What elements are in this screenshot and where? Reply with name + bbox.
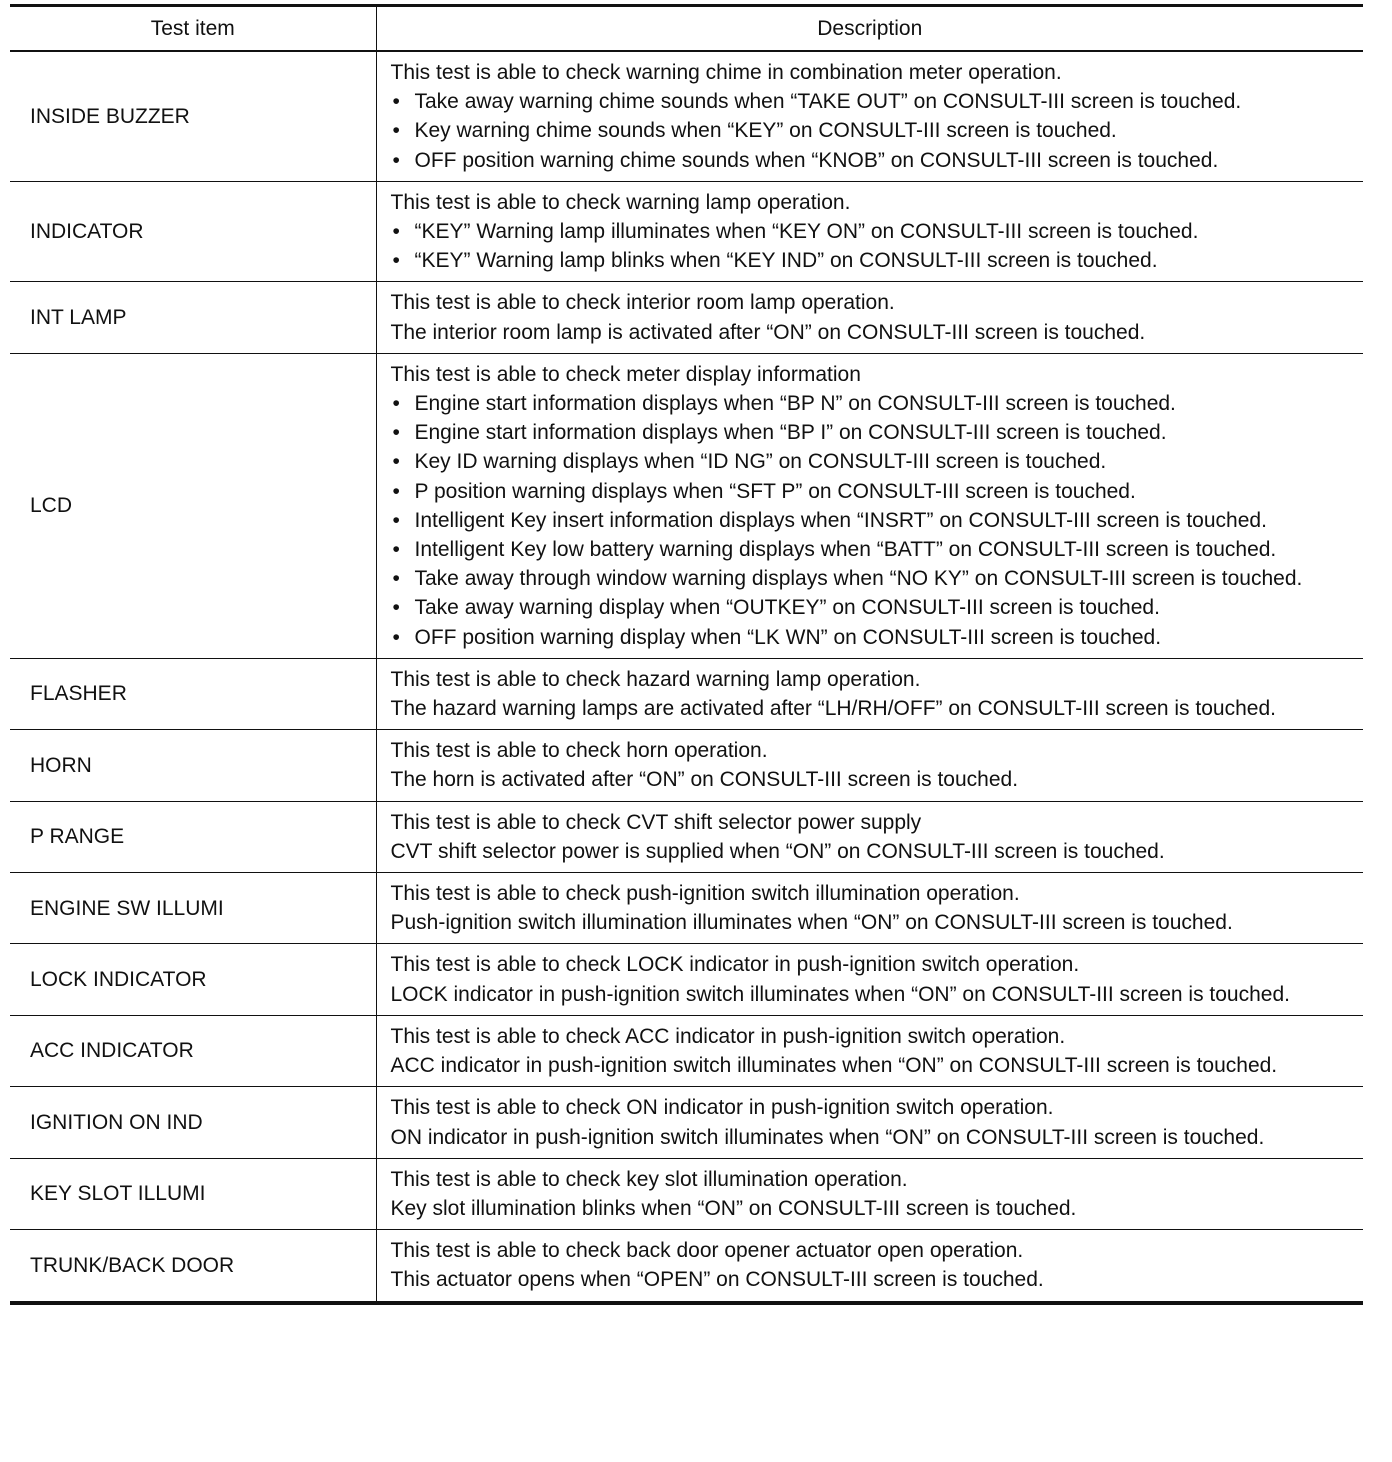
description-line: This test is able to check horn operation. <box>390 739 768 763</box>
description-line: CVT shift selector power is supplied when “ON” on CONSULT-III screen is touched. <box>390 839 1165 863</box>
description-line: The hazard warning lamps are activated after “LH/RH/OFF” on CONSULT-III screen is touched. <box>390 697 1276 721</box>
table-row <box>10 1087 1363 1158</box>
description-bullet: • Take away through window warning displays when “NO KY” on CONSULT-III screen is touched. <box>391 564 1356 593</box>
description-cell <box>376 730 1363 801</box>
test-item-table <box>10 4 1363 1305</box>
description-line: Push-ignition switch illumination illuminates when “ON” on CONSULT-III screen is touched. <box>390 911 1233 935</box>
description-cell <box>376 1158 1363 1229</box>
description-line: This test is able to check CVT shift selector power supply <box>390 810 922 834</box>
table-row <box>10 51 1363 181</box>
test-item-cell: IGNITION ON IND <box>10 1087 376 1158</box>
description-line: This actuator opens when “OPEN” on CONSULT-III screen is touched. <box>390 1268 1044 1292</box>
test-item-cell: FLASHER <box>10 658 376 729</box>
description-line: This test is able to check ON indicator in push-ignition switch operation. <box>390 1096 1054 1120</box>
description-line: Key slot illumination blinks when “ON” on CONSULT-III screen is touched. <box>390 1196 1077 1220</box>
description-bullet: • Key warning chime sounds when “KEY” on CONSULT-III screen is touched. <box>391 116 1356 145</box>
description-cell <box>376 873 1363 944</box>
test-item-cell: INSIDE BUZZER <box>10 51 376 181</box>
table-row <box>10 730 1363 801</box>
description-line: This test is able to check key slot illumination operation. <box>390 1167 908 1191</box>
description-bullet: • Engine start information displays when “BP I” on CONSULT-III screen is touched. <box>391 418 1356 447</box>
description-line: This test is able to check LOCK indicator in push-ignition switch operation. <box>390 953 1080 977</box>
description-bullet: • Intelligent Key low battery warning displays when “BATT” on CONSULT-III screen is touched. <box>391 535 1356 564</box>
test-item-cell: TRUNK/BACK DOOR <box>10 1230 376 1303</box>
table-row <box>10 944 1363 1015</box>
table-header-row <box>10 6 1363 52</box>
description-bullet: • Engine start information displays when “BP N” on CONSULT-III screen is touched. <box>391 389 1356 418</box>
description-cell <box>376 181 1363 282</box>
test-item-cell: ENGINE SW ILLUMI <box>10 873 376 944</box>
test-item-cell: INDICATOR <box>10 181 376 282</box>
description-line: The horn is activated after “ON” on CONSULT-III screen is touched. <box>390 768 1019 792</box>
table-row <box>10 1158 1363 1229</box>
description-line: This test is able to check warning lamp operation. <box>390 190 851 214</box>
description-bullet: • “KEY” Warning lamp blinks when “KEY IND” on CONSULT-III screen is touched. <box>391 246 1356 275</box>
description-line: This test is able to check ACC indicator in push-ignition switch operation. <box>390 1024 1066 1048</box>
description-bullet: • Take away warning chime sounds when “TAKE OUT” on CONSULT-III screen is touched. <box>391 87 1356 116</box>
description-cell <box>376 353 1363 658</box>
table-row <box>10 658 1363 729</box>
description-bullet: • OFF position warning chime sounds when “KNOB” on CONSULT-III screen is touched. <box>391 146 1356 175</box>
test-item-cell: HORN <box>10 730 376 801</box>
table-row <box>10 1015 1363 1086</box>
test-item-cell: INT LAMP <box>10 282 376 353</box>
table-row <box>10 801 1363 872</box>
table-row <box>10 181 1363 282</box>
description-cell <box>376 1087 1363 1158</box>
description-line: This test is able to check hazard warning lamp operation. <box>390 667 921 691</box>
description-bullet: • “KEY” Warning lamp illuminates when “KEY ON” on CONSULT-III screen is touched. <box>391 217 1356 246</box>
description-cell <box>376 658 1363 729</box>
description-line: ACC indicator in push-ignition switch illuminates when “ON” on CONSULT-III screen is touched. <box>390 1054 1278 1078</box>
description-line: The interior room lamp is activated after “ON” on CONSULT-III screen is touched. <box>390 320 1146 344</box>
description-line: This test is able to check back door opener actuator open operation. <box>390 1239 1024 1263</box>
header-test-item: Test item <box>10 6 376 52</box>
description-bullet: • Key ID warning displays when “ID NG” on CONSULT-III screen is touched. <box>391 447 1356 476</box>
test-item-cell: KEY SLOT ILLUMI <box>10 1158 376 1229</box>
table-row <box>10 282 1363 353</box>
description-cell <box>376 1015 1363 1086</box>
table-row <box>10 1230 1363 1303</box>
description-line: LOCK indicator in push-ignition switch illuminates when “ON” on CONSULT-III screen is touched. <box>390 982 1290 1006</box>
description-cell <box>376 1230 1363 1303</box>
description-bullet: • OFF position warning display when “LK WN” on CONSULT-III screen is touched. <box>391 623 1356 652</box>
description-bullet: • P position warning displays when “SFT P” on CONSULT-III screen is touched. <box>391 477 1356 506</box>
test-item-cell: LCD <box>10 353 376 658</box>
description-line: ON indicator in push-ignition switch illuminates when “ON” on CONSULT-III screen is touched. <box>390 1125 1265 1149</box>
description-line: This test is able to check push-ignition switch illumination operation. <box>390 882 1020 906</box>
test-item-cell: ACC INDICATOR <box>10 1015 376 1086</box>
description-line: This test is able to check meter display information <box>390 362 861 386</box>
test-item-cell: LOCK INDICATOR <box>10 944 376 1015</box>
description-bullet: • Intelligent Key insert information displays when “INSRT” on CONSULT-III screen is touched. <box>391 506 1356 535</box>
header-description: Description <box>376 6 1363 52</box>
description-cell <box>376 51 1363 181</box>
description-line: This test is able to check interior room lamp operation. <box>390 291 895 315</box>
description-cell <box>376 282 1363 353</box>
description-bullet: • Take away warning display when “OUTKEY” on CONSULT-III screen is touched. <box>391 593 1356 622</box>
table-row <box>10 873 1363 944</box>
description-cell <box>376 801 1363 872</box>
description-line: This test is able to check warning chime in combination meter operation. <box>390 61 1062 84</box>
description-cell <box>376 944 1363 1015</box>
table-row <box>10 353 1363 658</box>
test-item-cell: P RANGE <box>10 801 376 872</box>
